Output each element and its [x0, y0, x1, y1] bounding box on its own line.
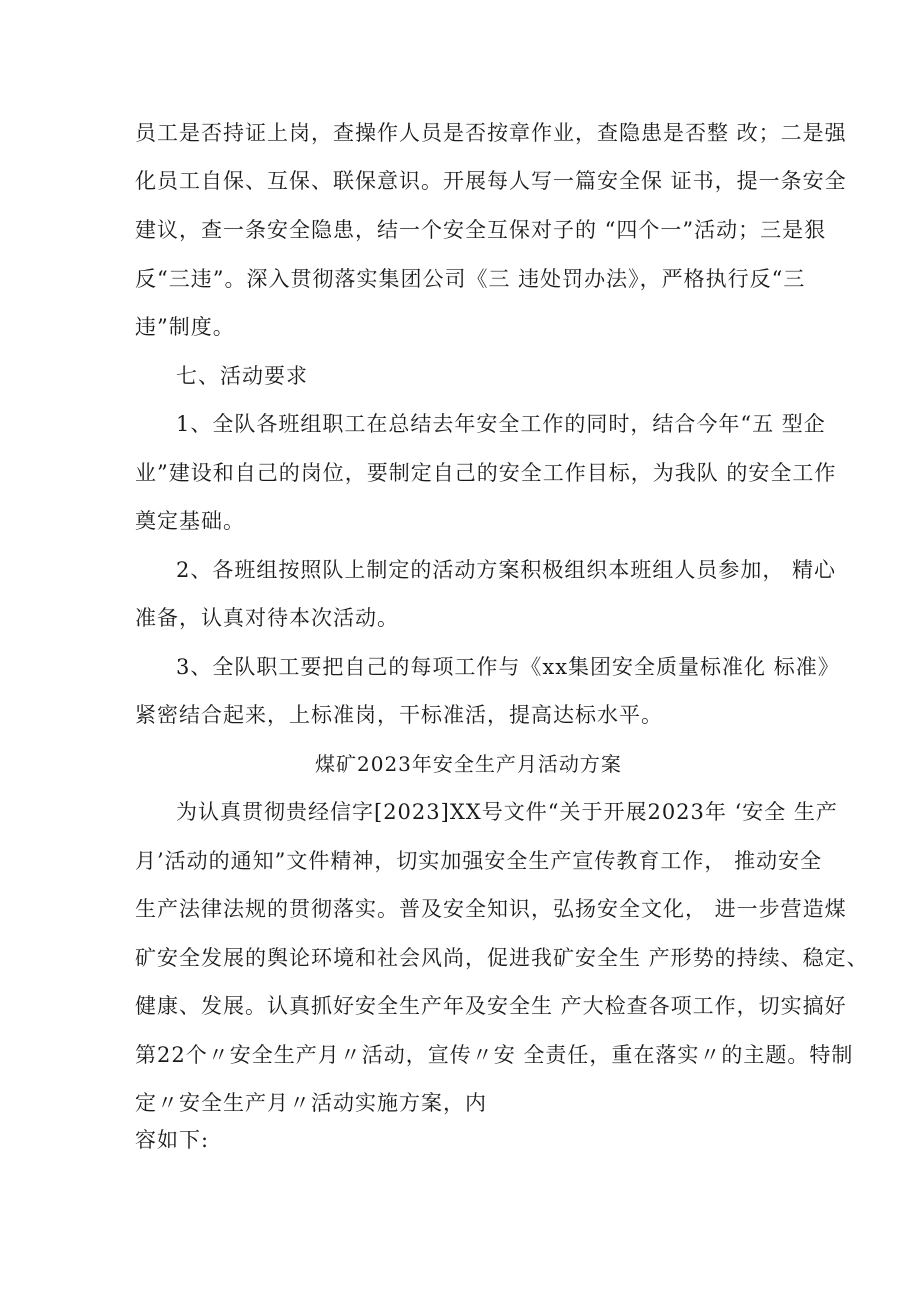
text-line: 生产法律法规的贯彻落实。普及安全知识，弘扬安全文化， 进一步营造煤	[135, 897, 847, 921]
text-line: 1、全队各班组职工在总结去年安全工作的同时，结合今年“五 型企	[176, 412, 826, 436]
document-title: 煤矿2023年安全生产月活动方案	[315, 752, 622, 776]
text-line: 定〃安全生产月〃活动实施方案，内	[135, 1091, 487, 1115]
text-line: 反“三违”。深入贯彻落实集团公司《三 违处罚办法》，严格执行反“三	[135, 267, 806, 291]
text-line: 业”建设和自己的岗位，要制定自己的安全工作目标，为我队 的安全工作	[135, 461, 837, 485]
text-line: 奠定基础。	[135, 509, 245, 533]
text-line: 建议，查一条安全隐患，结一个安全互保对子的 “四个一”活动；三是狠	[135, 218, 827, 242]
section-heading: 七、活动要求	[176, 364, 308, 388]
text-line: 紧密结合起来，上标准岗，干标准活，提高达标水平。	[135, 703, 663, 727]
text-line: 月’活动的通知”文件精神，切实加强安全生产宣传教育工作， 推动安全	[135, 849, 823, 873]
text-line: 容如下:	[135, 1128, 210, 1152]
text-line: 矿安全发展的舆论环境和社会风尚，促进我矿安全生 产形势的持续、稳定、	[135, 946, 869, 970]
text-line: 准备，认真对待本次活动。	[135, 606, 399, 630]
text-line: 员工是否持证上岗，查操作人员是否按章作业，查隐患是否整 改；二是强	[135, 121, 847, 145]
text-line: 第22个〃安全生产月〃活动，宣传〃安 全责任，重在落实〃的主题。特制	[135, 1043, 854, 1067]
text-line: 违”制度。	[135, 315, 235, 339]
text-line: 健康、发展。认真抓好安全生产年及安全生 产大检查各项工作，切实搞好	[135, 994, 847, 1018]
text-line: 化员工自保、互保、联保意识。开展每人写一篇安全保 证书，提一条安全	[135, 169, 847, 193]
text-line: 2、各班组按照队上制定的活动方案积极组织本班组人员参加， 精心	[176, 558, 837, 582]
text-line: 为认真贯彻贵经信字[2023]XX号文件“关于开展2023年 ‘安全 生产	[176, 800, 838, 824]
text-line: 3、全队职工要把自己的每项工作与《xx集团安全质量标准化 标准》	[176, 655, 840, 679]
